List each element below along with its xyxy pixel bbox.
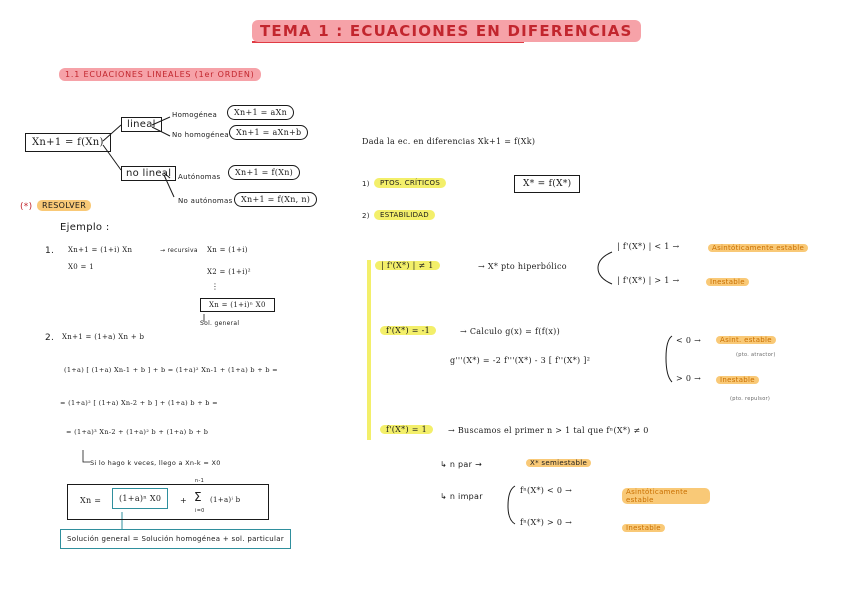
no-autonomas-label: No autónomas (178, 197, 233, 205)
sum-term: (1+a)ⁱ b (210, 496, 241, 504)
page-title: TEMA 1 : ECUACIONES EN DIFERENCIAS (252, 20, 641, 42)
case-1-condition: | f'(X*) | ≠ 1 (375, 261, 440, 270)
final-homogeneous-term: (1+a)ⁿ X0 (112, 488, 168, 509)
final-plus: + (180, 496, 188, 505)
case-1b-result: Inestable (706, 278, 749, 286)
example-2-line-1: (1+a) [ (1+a) Xn-1 + b ] + b = (1+a)² Xn-1 + (1+a) b + b = (64, 366, 278, 374)
n-par-result: X* semiestable (526, 459, 591, 467)
no-homogenea-label: No homogénea (172, 131, 229, 139)
case-2b-condition: > 0 → (676, 374, 702, 383)
sum-symbol: Σ (194, 490, 202, 504)
n-par-label: ↳ n par → (440, 460, 483, 469)
ejemplo-label: Ejemplo : (60, 222, 110, 233)
homogenea-label: Homogénea (172, 111, 218, 119)
step-1-number: 1) (362, 180, 370, 188)
critical-point-equation: X* = f(X*) (514, 175, 580, 193)
resolver-mark: (*) (20, 202, 33, 212)
section-heading: 1.1 ECUACIONES LINEALES (1er ORDEN) (59, 68, 261, 81)
sum-upper-limit: n-1 (195, 478, 205, 484)
example-1-result: Xn = (1+i)ⁿ X0 (200, 298, 275, 312)
impar-a-condition: fⁿ(X*) < 0 → (520, 486, 573, 495)
example-1-initial: X0 = 1 (68, 263, 95, 271)
lineal-box: lineal (121, 117, 162, 132)
example-2-number: 2. (45, 333, 55, 343)
no-autonomas-equation: Xn+1 = f(Xn, n) (234, 192, 317, 207)
impar-b-result: Inestable (622, 524, 665, 532)
n-impar-label: ↳ n impar (440, 492, 483, 501)
case-2a-result: Asint. estable (716, 336, 776, 344)
example-2-equation: Xn+1 = (1+a) Xn + b (62, 333, 145, 341)
example-2-line-3: = (1+a)³ Xn-2 + (1+a)² b + (1+a) b + b (66, 428, 209, 436)
case-2-condition: f'(X*) = -1 (380, 326, 436, 335)
homogenea-equation: Xn+1 = aXn (227, 105, 294, 120)
example-1-dots: ⋮ (211, 282, 220, 291)
intro-statement: Dada la ec. en diferencias Xk+1 = f(Xk) (362, 137, 536, 146)
no-homogenea-equation: Xn+1 = aXn+b (229, 125, 308, 140)
main-equation-box: Xn+1 = f(Xn) (25, 133, 111, 152)
example-1-closed: Xn = (1+i) (207, 246, 248, 254)
case-2-equation: g'''(X*) = -2 f'''(X*) - 3 [ f''(X*) ]² (450, 356, 591, 365)
impar-b-condition: fⁿ(X*) > 0 → (520, 518, 573, 527)
example-2-line-4: Si lo hago k veces, llego a Xn-k = X0 (90, 459, 221, 467)
case-2b-note: (pto. repulsor) (730, 396, 771, 402)
example-2-line-2: = (1+a)² [ (1+a) Xn-2 + b ] + (1+a) b + b = (60, 399, 218, 407)
example-1-sol-label: Sol. general (200, 320, 240, 327)
step-2-number: 2) (362, 212, 370, 220)
case-1b-condition: | f'(X*) | > 1 → (617, 276, 680, 285)
case-2b-result: Inestable (716, 376, 759, 384)
autonomas-equation: Xn+1 = f(Xn) (228, 165, 300, 180)
stability-heading: ESTABILIDAD (374, 210, 435, 220)
impar-a-result: Asintóticamente estable (622, 488, 710, 504)
case-3-result: → Buscamos el primer n > 1 tal que fⁿ(X*) ≠ 0 (448, 426, 649, 435)
example-1-number: 1. (45, 246, 55, 256)
case-2a-note: (pto. atractor) (736, 352, 776, 358)
example-1-note: → recursiva (160, 247, 198, 254)
case-1a-condition: | f'(X*) | < 1 → (617, 242, 680, 251)
autonomas-label: Autónomas (178, 173, 221, 181)
resolver-heading: RESOLVER (37, 200, 91, 211)
case-2-result: → Calculo g(x) = f(f(x)) (460, 327, 561, 336)
case-1-result: → X* pto hiperbólico (478, 262, 567, 271)
case-3-condition: f'(X*) = 1 (380, 425, 433, 434)
sum-lower-limit: i=0 (195, 508, 205, 514)
case-2a-condition: < 0 → (676, 336, 702, 345)
general-solution-label: Solución general = Solución homogénea + sol. particular (60, 529, 291, 549)
critical-points-heading: PTOS. CRÍTICOS (374, 178, 446, 188)
example-1-step: X2 = (1+i)² (207, 268, 251, 276)
no-lineal-box: no lineal (121, 166, 176, 181)
example-1-equation: Xn+1 = (1+i) Xn (68, 246, 133, 254)
case-1a-result: Asintóticamente estable (708, 244, 808, 252)
final-lhs: Xn = (80, 496, 102, 505)
